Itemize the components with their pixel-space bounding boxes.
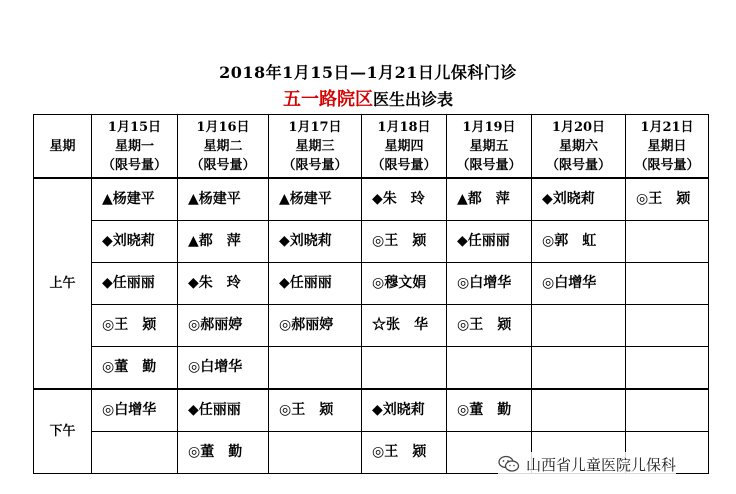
morning-row (34, 347, 709, 390)
doctor-cell: ☆张 华 (362, 305, 447, 347)
doctor-cell: ◎王 颎 (269, 389, 362, 432)
doctor-cell: ▲杨建平 (92, 178, 178, 221)
doctor-cell: ◆朱 玲 (362, 178, 447, 221)
doctor-cell: ▲杨建平 (178, 178, 269, 221)
doctor-cell: ◎白增华 (92, 389, 178, 432)
doctor-cell (626, 347, 709, 390)
afternoon-label: 下午 (34, 389, 92, 474)
doctor-cell (447, 347, 532, 390)
header-day: 1月20日 星期六 （限号量） (532, 115, 626, 179)
morning-row (34, 178, 709, 221)
doctor-cell: ◎穆文娟 (362, 263, 447, 305)
doctor-cell: ◎郝丽婷 (178, 305, 269, 347)
doctor-cell: ◎白增华 (447, 263, 532, 305)
header-row (34, 115, 709, 179)
wechat-icon (498, 455, 520, 473)
doctor-cell (532, 389, 626, 432)
doctor-cell (269, 347, 362, 390)
doctor-cell: ▲杨建平 (269, 178, 362, 221)
doctor-cell: ◎白增华 (178, 347, 269, 390)
header-day: 1月18日 星期四 （限号量） (362, 115, 447, 179)
doctor-cell: ◎王 颎 (362, 221, 447, 263)
doctor-cell: ◆刘晓莉 (92, 221, 178, 263)
doctor-cell (626, 389, 709, 432)
doctor-cell: ◎郝丽婷 (269, 305, 362, 347)
header-day: 1月16日 星期二 （限号量） (178, 115, 269, 179)
doctor-cell: ◎董 勤 (178, 432, 269, 474)
schedule-subtitle (0, 89, 736, 111)
afternoon-row (34, 389, 709, 432)
doctor-cell: ◆任丽丽 (92, 263, 178, 305)
wechat-watermark (498, 452, 676, 476)
morning-label: 上午 (34, 178, 92, 389)
morning-row (34, 305, 709, 347)
doctor-cell: ◎王 颎 (92, 305, 178, 347)
doctor-cell: ▲都 萍 (447, 178, 532, 221)
doctor-cell (626, 263, 709, 305)
doctor-cell: ◎董 勤 (447, 389, 532, 432)
doctor-cell: ◎王 颎 (447, 305, 532, 347)
morning-row (34, 221, 709, 263)
header-day: 1月19日 星期五 （限号量） (447, 115, 532, 179)
header-day: 1月21日 星期日 （限号量） (626, 115, 709, 179)
doctor-cell: ◆刘晓莉 (362, 389, 447, 432)
subtitle-suffix: 医生出诊表 (372, 90, 453, 109)
doctor-cell: ◆任丽丽 (447, 221, 532, 263)
doctor-cell (362, 347, 447, 390)
doctor-cell: ◎王 颎 (626, 178, 709, 221)
header-corner: 星期 (34, 115, 92, 179)
doctor-cell (532, 347, 626, 390)
doctor-cell: ◆刘晓莉 (269, 221, 362, 263)
doctor-cell (532, 305, 626, 347)
header-day: 1月17日 星期三 （限号量） (269, 115, 362, 179)
campus-name: 五一路院区 (282, 89, 373, 110)
doctor-cell: ◆朱 玲 (178, 263, 269, 305)
doctor-cell (626, 305, 709, 347)
doctor-cell: ▲都 萍 (178, 221, 269, 263)
doctor-cell (626, 221, 709, 263)
doctor-cell (269, 432, 362, 474)
doctor-cell: ◎白增华 (532, 263, 626, 305)
doctor-cell: ◆任丽丽 (269, 263, 362, 305)
header-day: 1月15日 星期一 （限号量） (92, 115, 178, 179)
schedule-title: 2018年1月15日—1月21日儿保科门诊 (219, 63, 517, 82)
doctor-cell: ◎董 勤 (92, 347, 178, 390)
doctor-cell: ◆任丽丽 (178, 389, 269, 432)
watermark-text: 山西省儿童医院儿保科 (526, 455, 677, 474)
doctor-cell (92, 432, 178, 474)
morning-row (34, 263, 709, 305)
doctor-cell: ◆刘晓莉 (532, 178, 626, 221)
doctor-cell: ◎王 颎 (362, 432, 447, 474)
doctor-schedule-table (33, 114, 709, 474)
doctor-cell: ◎郭 虹 (532, 221, 626, 263)
